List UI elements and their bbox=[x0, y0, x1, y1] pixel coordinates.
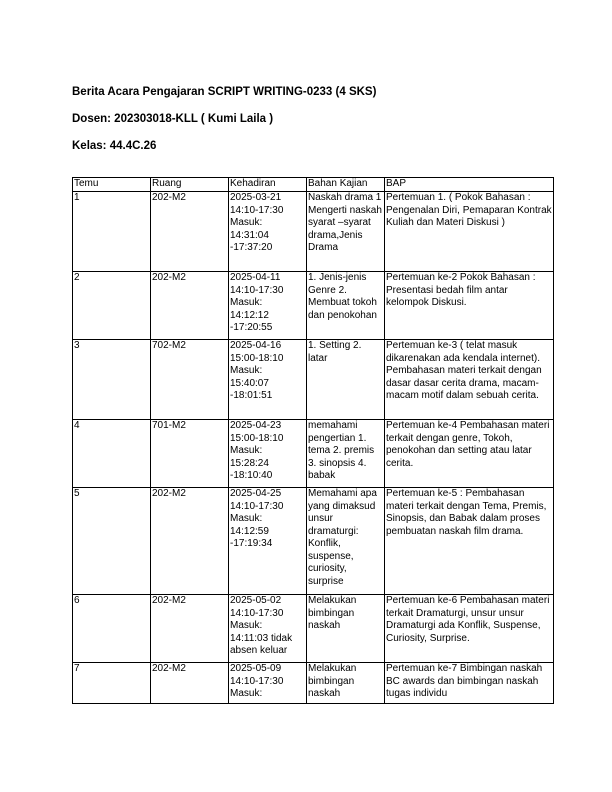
cell-ruang: 702-M2 bbox=[151, 340, 229, 420]
table-header-row bbox=[73, 178, 554, 192]
table-row bbox=[73, 488, 554, 595]
table-row bbox=[73, 192, 554, 272]
cell-kehadiran: 2025-05-09 14:10-17:30 Masuk: bbox=[229, 663, 307, 704]
cell-temu: 6 bbox=[73, 595, 151, 663]
cell-ruang: 701-M2 bbox=[151, 420, 229, 488]
document-title: Berita Acara Pengajaran SCRIPT WRITING-0233 (4 SKS) bbox=[72, 86, 377, 98]
cell-bahan-kajian: Melakukan bimbingan naskah bbox=[307, 663, 385, 704]
column-header-bap: BAP bbox=[385, 178, 554, 192]
cell-bap: Pertemuan ke-6 Pembahasan materi terkait Dramaturgi, unsur unsur Dramaturgi ada Konflik, Suspense, Curiosity, Surprise. bbox=[385, 595, 554, 663]
class-line: Kelas: 44.4C.26 bbox=[72, 140, 157, 152]
cell-temu: 7 bbox=[73, 663, 151, 704]
cell-ruang: 202-M2 bbox=[151, 488, 229, 595]
cell-bahan-kajian: Memahami apa yang dimaksud unsur dramaturgi: Konflik, suspense, curiosity, surprise bbox=[307, 488, 385, 595]
cell-bahan-kajian: 1. Setting 2. latar bbox=[307, 340, 385, 420]
cell-bap: Pertemuan ke-7 Bimbingan naskah BC awards dan bimbingan naskah tugas individu bbox=[385, 663, 554, 704]
cell-temu: 2 bbox=[73, 272, 151, 340]
cell-bahan-kajian: memahami pengertian 1. tema 2. premis 3. sinopsis 4. babak bbox=[307, 420, 385, 488]
table-row bbox=[73, 340, 554, 420]
column-header-temu: Temu bbox=[73, 178, 151, 192]
table-row bbox=[73, 595, 554, 663]
cell-kehadiran: 2025-04-23 15:00-18:10 Masuk: 15:28:24 -18:10:40 bbox=[229, 420, 307, 488]
cell-temu: 3 bbox=[73, 340, 151, 420]
lecturer-line: Dosen: 202303018-KLL ( Kumi Laila ) bbox=[72, 113, 274, 125]
column-header-bahan-kajian: Bahan Kajian bbox=[307, 178, 385, 192]
cell-temu: 4 bbox=[73, 420, 151, 488]
cell-kehadiran: 2025-04-25 14:10-17:30 Masuk: 14:12:59 -17:19:34 bbox=[229, 488, 307, 595]
table-row bbox=[73, 663, 554, 704]
cell-kehadiran: 2025-04-11 14:10-17:30 Masuk: 14:12:12 -17:20:55 bbox=[229, 272, 307, 340]
cell-kehadiran: 2025-03-21 14:10-17:30 Masuk: 14:31:04 -17:37:20 bbox=[229, 192, 307, 272]
table-row bbox=[73, 420, 554, 488]
cell-ruang: 202-M2 bbox=[151, 272, 229, 340]
cell-ruang: 202-M2 bbox=[151, 192, 229, 272]
cell-ruang: 202-M2 bbox=[151, 663, 229, 704]
cell-bahan-kajian: Melakukan bimbingan naskah bbox=[307, 595, 385, 663]
cell-bap: Pertemuan ke-5 : Pembahasan materi terkait dengan Tema, Premis, Sinopsis, dan Babak dalam proses pembuatan naskah film drama. bbox=[385, 488, 554, 595]
cell-bahan-kajian: Naskah drama 1 Mengerti naskah syarat –syarat drama,Jenis Drama bbox=[307, 192, 385, 272]
cell-temu: 1 bbox=[73, 192, 151, 272]
cell-kehadiran: 2025-04-16 15:00-18:10 Masuk: 15:40:07 -18:01:51 bbox=[229, 340, 307, 420]
column-header-kehadiran: Kehadiran bbox=[229, 178, 307, 192]
cell-bap: Pertemuan ke-4 Pembahasan materi terkait dengan genre, Tokoh, penokohan dan setting atau latar cerita. bbox=[385, 420, 554, 488]
table-row bbox=[73, 272, 554, 340]
cell-bap: Pertemuan 1. ( Pokok Bahasan : Pengenalan Diri, Pemaparan Kontrak Kuliah dan Materi Diskusi ) bbox=[385, 192, 554, 272]
cell-temu: 5 bbox=[73, 488, 151, 595]
cell-bap: Pertemuan ke-3 ( telat masuk dikarenakan ada kendala internet). Pembahasan materi terkait dengan dasar dasar cerita drama, macam-macam motif dalam sebuah cerita. bbox=[385, 340, 554, 420]
cell-kehadiran: 2025-05-02 14:10-17:30 Masuk: 14:11:03 tidak absen keluar bbox=[229, 595, 307, 663]
cell-bahan-kajian: 1. Jenis-jenis Genre 2. Membuat tokoh dan penokohan bbox=[307, 272, 385, 340]
cell-ruang: 202-M2 bbox=[151, 595, 229, 663]
attendance-table bbox=[72, 177, 554, 704]
cell-bap: Pertemuan ke-2 Pokok Bahasan : Presentasi bedah film antar kelompok Diskusi. bbox=[385, 272, 554, 340]
column-header-ruang: Ruang bbox=[151, 178, 229, 192]
